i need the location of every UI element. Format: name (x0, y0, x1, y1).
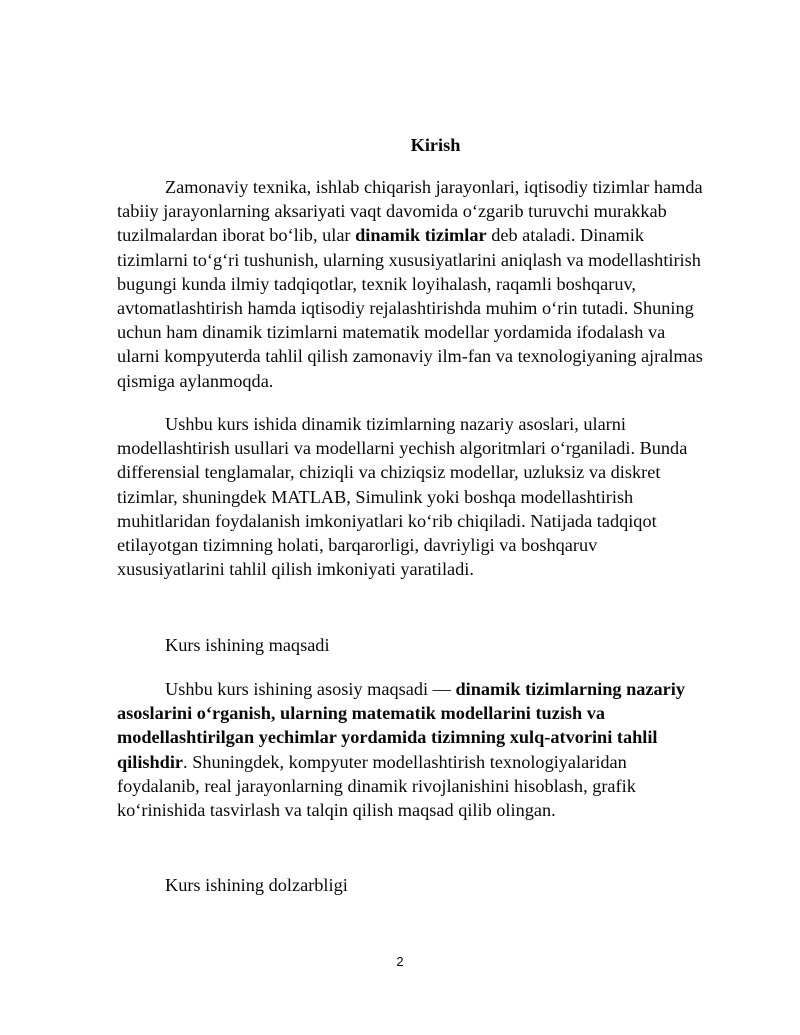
paragraph-line: Ushbu kurs ishida dinamik tizimlarning nazariy asoslari, ularni (165, 414, 626, 434)
text-segment: Ushbu kurs ishining asosiy maqsadi — (165, 679, 456, 699)
paragraph-scope (117, 412, 717, 581)
paragraph-line: avtomatlashtirish hamda iqtisodiy rejalashtirishda muhim oʻrin tutadi. Shuning (117, 297, 694, 318)
paragraph-line: differensial tenglamalar, chiziqli va chiziqsiz modellar, uzluksiz va diskret (117, 462, 661, 483)
bold-term: dinamik tizimlarning nazariy (455, 679, 686, 699)
text-segment: deb ataladi. Dinamik (486, 225, 644, 246)
section-title: Kirish (410, 135, 461, 155)
paragraph-line: asoslarini oʻrganish, ularning matematik modellarini tuzish va (117, 703, 606, 724)
paragraph-line: koʻrinishida tasvirlash va talqin qilish maqsad qilib olingan. (117, 799, 556, 820)
text-segment: tuzilmalardan iborat boʻlib, ular (117, 225, 356, 246)
paragraph-line (117, 223, 717, 247)
paragraph-introduction (117, 175, 717, 393)
subheading-relevance: Kurs ishining dolzarbligi (165, 875, 348, 895)
paragraph-line: tizimlarni toʻgʻri tushunish, ularning xususiyatlarini aniqlash va modellashtirish (117, 249, 701, 270)
paragraph-line: modellashtirilgan yechimlar yordamida tizimning xulq-atvorini tahlil (117, 727, 658, 748)
page-number: 2 (396, 954, 404, 969)
paragraph-line: uchun ham dinamik tizimlarni matematik modellar yordamida ifodalash va (117, 322, 666, 343)
paragraph-line: etilayotgan tizimning holati, barqarorligi, davriyligi va boshqaruv (117, 534, 598, 555)
paragraph-line: xususiyatlarini tahlil qilish imkoniyati yaratiladi. (117, 559, 474, 580)
paragraph-line: modellashtirish usullari va modellarni yechish algoritmlari oʻrganiladi. Bunda (117, 438, 688, 459)
paragraph-line: tabiiy jarayonlarning aksariyati vaqt davomida oʻzgarib turuvchi murakkab (117, 201, 667, 222)
paragraph-line: tizimlar, shuningdek MATLAB, Simulink yoki boshqa modellashtirish (117, 486, 634, 507)
paragraph-line: ularni kompyuterda tahlil qilish zamonaviy ilm-fan va texnologiyaning ajralmas (117, 346, 703, 367)
text-segment: . Shuningdek, kompyuter modellashtirish texnologiyalaridan (183, 751, 627, 772)
subheading-goal-block (117, 633, 717, 657)
paragraph-line (117, 750, 717, 774)
paragraph-line: muhitlaridan foydalanish imkoniyatlari koʻrib chiqiladi. Natijada tadqiqot (117, 510, 657, 531)
subheading-relevance-block (117, 873, 717, 897)
paragraph-line: Zamonaviy texnika, ishlab chiqarish jarayonlari, iqtisodiy tizimlar hamda (165, 177, 703, 197)
paragraph-goal (117, 677, 717, 822)
subheading-goal: Kurs ishining maqsadi (165, 635, 330, 655)
paragraph-line: qismiga aylanmoqda. (117, 370, 274, 391)
bold-term: qilishdir (117, 751, 184, 772)
paragraph-line: foydalanib, real jarayonlarning dinamik rivojlanishini hisoblash, grafik (117, 775, 636, 796)
bold-term: dinamik tizimlar (355, 225, 487, 246)
paragraph-line: bugungi kunda ilmiy tadqiqotlar, texnik loyihalash, raqamli boshqaruv, (117, 273, 637, 294)
paragraph-line (117, 677, 717, 701)
